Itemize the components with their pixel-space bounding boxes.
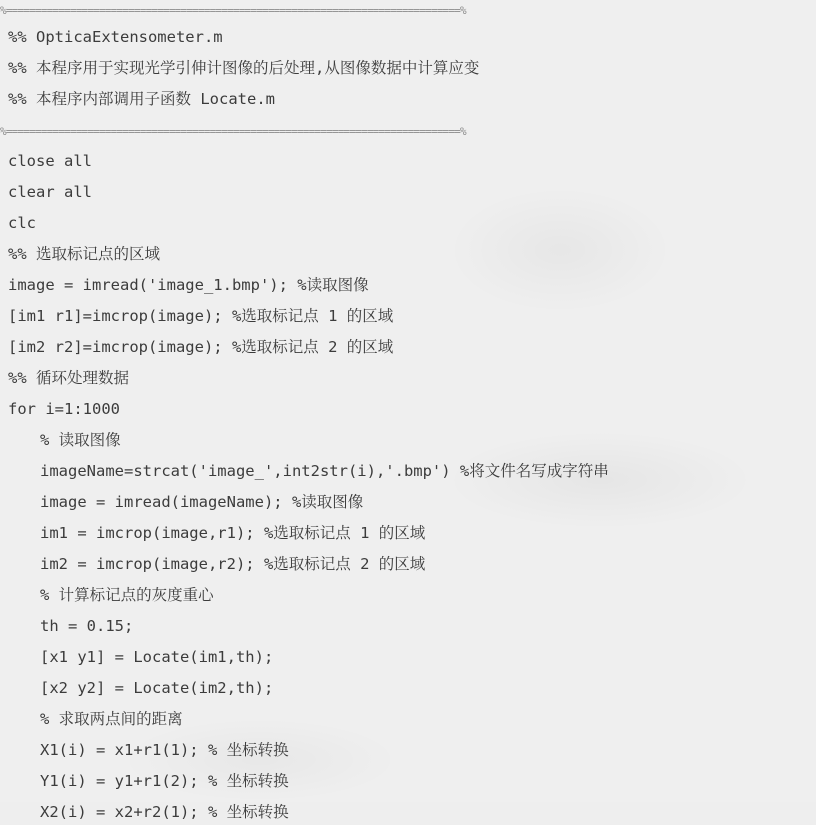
code-line-section-select: %% 选取标记点的区域 xyxy=(8,245,160,263)
code-line-for: for i=1:1000 xyxy=(8,400,120,418)
code-line-imread: image = imread('image_1.bmp'); %读取图像 xyxy=(8,276,369,294)
code-line-im1: im1 = imcrop(image,r1); %选取标记点 1 的区域 xyxy=(40,524,426,542)
divider-bottom: %==============================================================================% xyxy=(0,125,466,138)
divider-top: %==============================================================================% xyxy=(0,4,466,17)
code-line-y1: Y1(i) = y1+r1(2); % 坐标转换 xyxy=(40,772,289,790)
code-line-threshold: th = 0.15; xyxy=(40,617,134,635)
header-line-filename: %% OpticaExtensometer.m xyxy=(8,28,223,46)
code-line-x2: X2(i) = x2+r2(1); % 坐标转换 xyxy=(40,803,289,821)
header-line-description: %% 本程序用于实现光学引伸计图像的后处理,从图像数据中计算应变 xyxy=(8,59,480,77)
code-line-comment-distance: % 求取两点间的距离 xyxy=(40,710,183,728)
code-line-locate-1: [x1 y1] = Locate(im1,th); xyxy=(40,648,274,666)
code-line-imread-loop: image = imread(imageName); %读取图像 xyxy=(40,493,364,511)
code-line-imcrop-1: [im1 r1]=imcrop(image); %选取标记点 1 的区域 xyxy=(8,307,394,325)
code-line-comment-read: % 读取图像 xyxy=(40,431,121,449)
code-line-close-all: close all xyxy=(8,152,92,170)
code-line-comment-centroid: % 计算标记点的灰度重心 xyxy=(40,586,214,604)
code-line-imcrop-2: [im2 r2]=imcrop(image); %选取标记点 2 的区域 xyxy=(8,338,394,356)
code-line-imagename: imageName=strcat('image_',int2str(i),'.bmp') %将文件名写成字符串 xyxy=(40,462,609,480)
code-line-clear-all: clear all xyxy=(8,183,92,201)
code-line-locate-2: [x2 y2] = Locate(im2,th); xyxy=(40,679,274,697)
code-line-section-loop: %% 循环处理数据 xyxy=(8,369,129,387)
code-line-x1: X1(i) = x1+r1(1); % 坐标转换 xyxy=(40,741,289,759)
code-line-im2: im2 = imcrop(image,r2); %选取标记点 2 的区域 xyxy=(40,555,426,573)
header-line-dependency: %% 本程序内部调用子函数 Locate.m xyxy=(8,90,275,108)
code-line-clc: clc xyxy=(8,214,36,232)
